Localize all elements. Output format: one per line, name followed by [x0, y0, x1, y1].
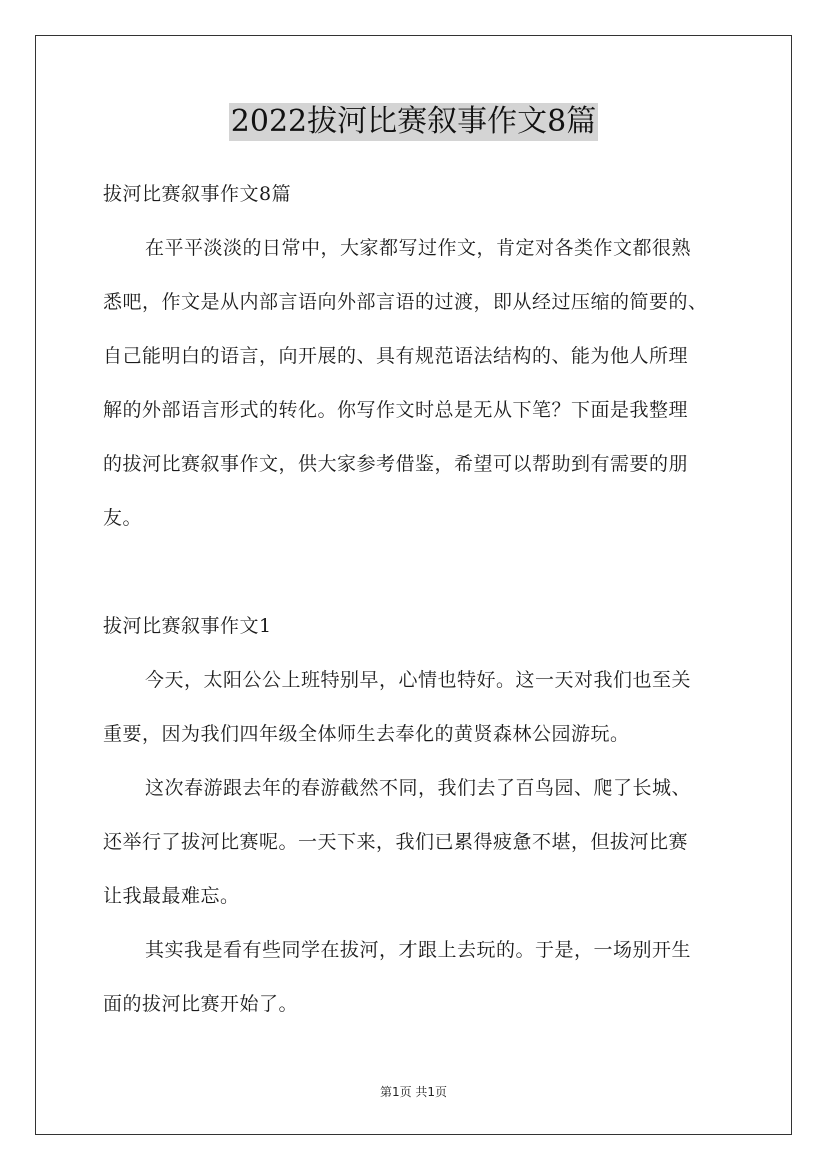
intro-line-6: 友。 — [103, 507, 143, 529]
para2-line-2: 还举行了拔河比赛呢。一天下来，我们已累得疲惫不堪，但拔河比赛 — [103, 831, 689, 853]
page-footer: 第1页 共1页 — [379, 1085, 448, 1099]
intro-line-2: 悉吧，作文是从内部言语向外部言语的过渡，即从经过压缩的简要的、 — [103, 291, 708, 313]
intro-line-4: 解的外部语言形式的转化。你写作文时总是无从下笔？下面是我整理 — [103, 399, 689, 421]
intro-line-5: 的拔河比赛叙事作文，供大家参考借鉴，希望可以帮助到有需要的朋 — [103, 453, 689, 475]
para2-line-3: 让我最最难忘。 — [103, 885, 240, 907]
intro-line-3: 自己能明白的语言，向开展的、具有规范语法结构的、能为他人所理 — [103, 345, 689, 367]
para3-line-1: 其实我是看有些同学在拔河，才跟上去玩的。于是，一场别开生 — [145, 939, 692, 961]
subtitle: 拔河比赛叙事作文8篇 — [103, 183, 292, 205]
para1-line-1: 今天，太阳公公上班特别早，心情也特好。这一天对我们也至关 — [145, 669, 692, 691]
para3-line-2: 面的拔河比赛开始了。 — [103, 993, 299, 1015]
intro-line-1: 在平平淡淡的日常中，大家都写过作文，肯定对各类作文都很熟 — [145, 237, 692, 259]
para2-line-1: 这次春游跟去年的春游截然不同，我们去了百鸟园、爬了长城、 — [145, 777, 692, 799]
para1-line-2: 重要，因为我们四年级全体师生去奉化的黄贤森林公园游玩。 — [103, 723, 630, 745]
document-title: 2022拔河比赛叙事作文8篇 — [230, 104, 597, 139]
section-heading-1: 拔河比赛叙事作文1 — [103, 615, 272, 637]
title-container — [0, 103, 827, 141]
